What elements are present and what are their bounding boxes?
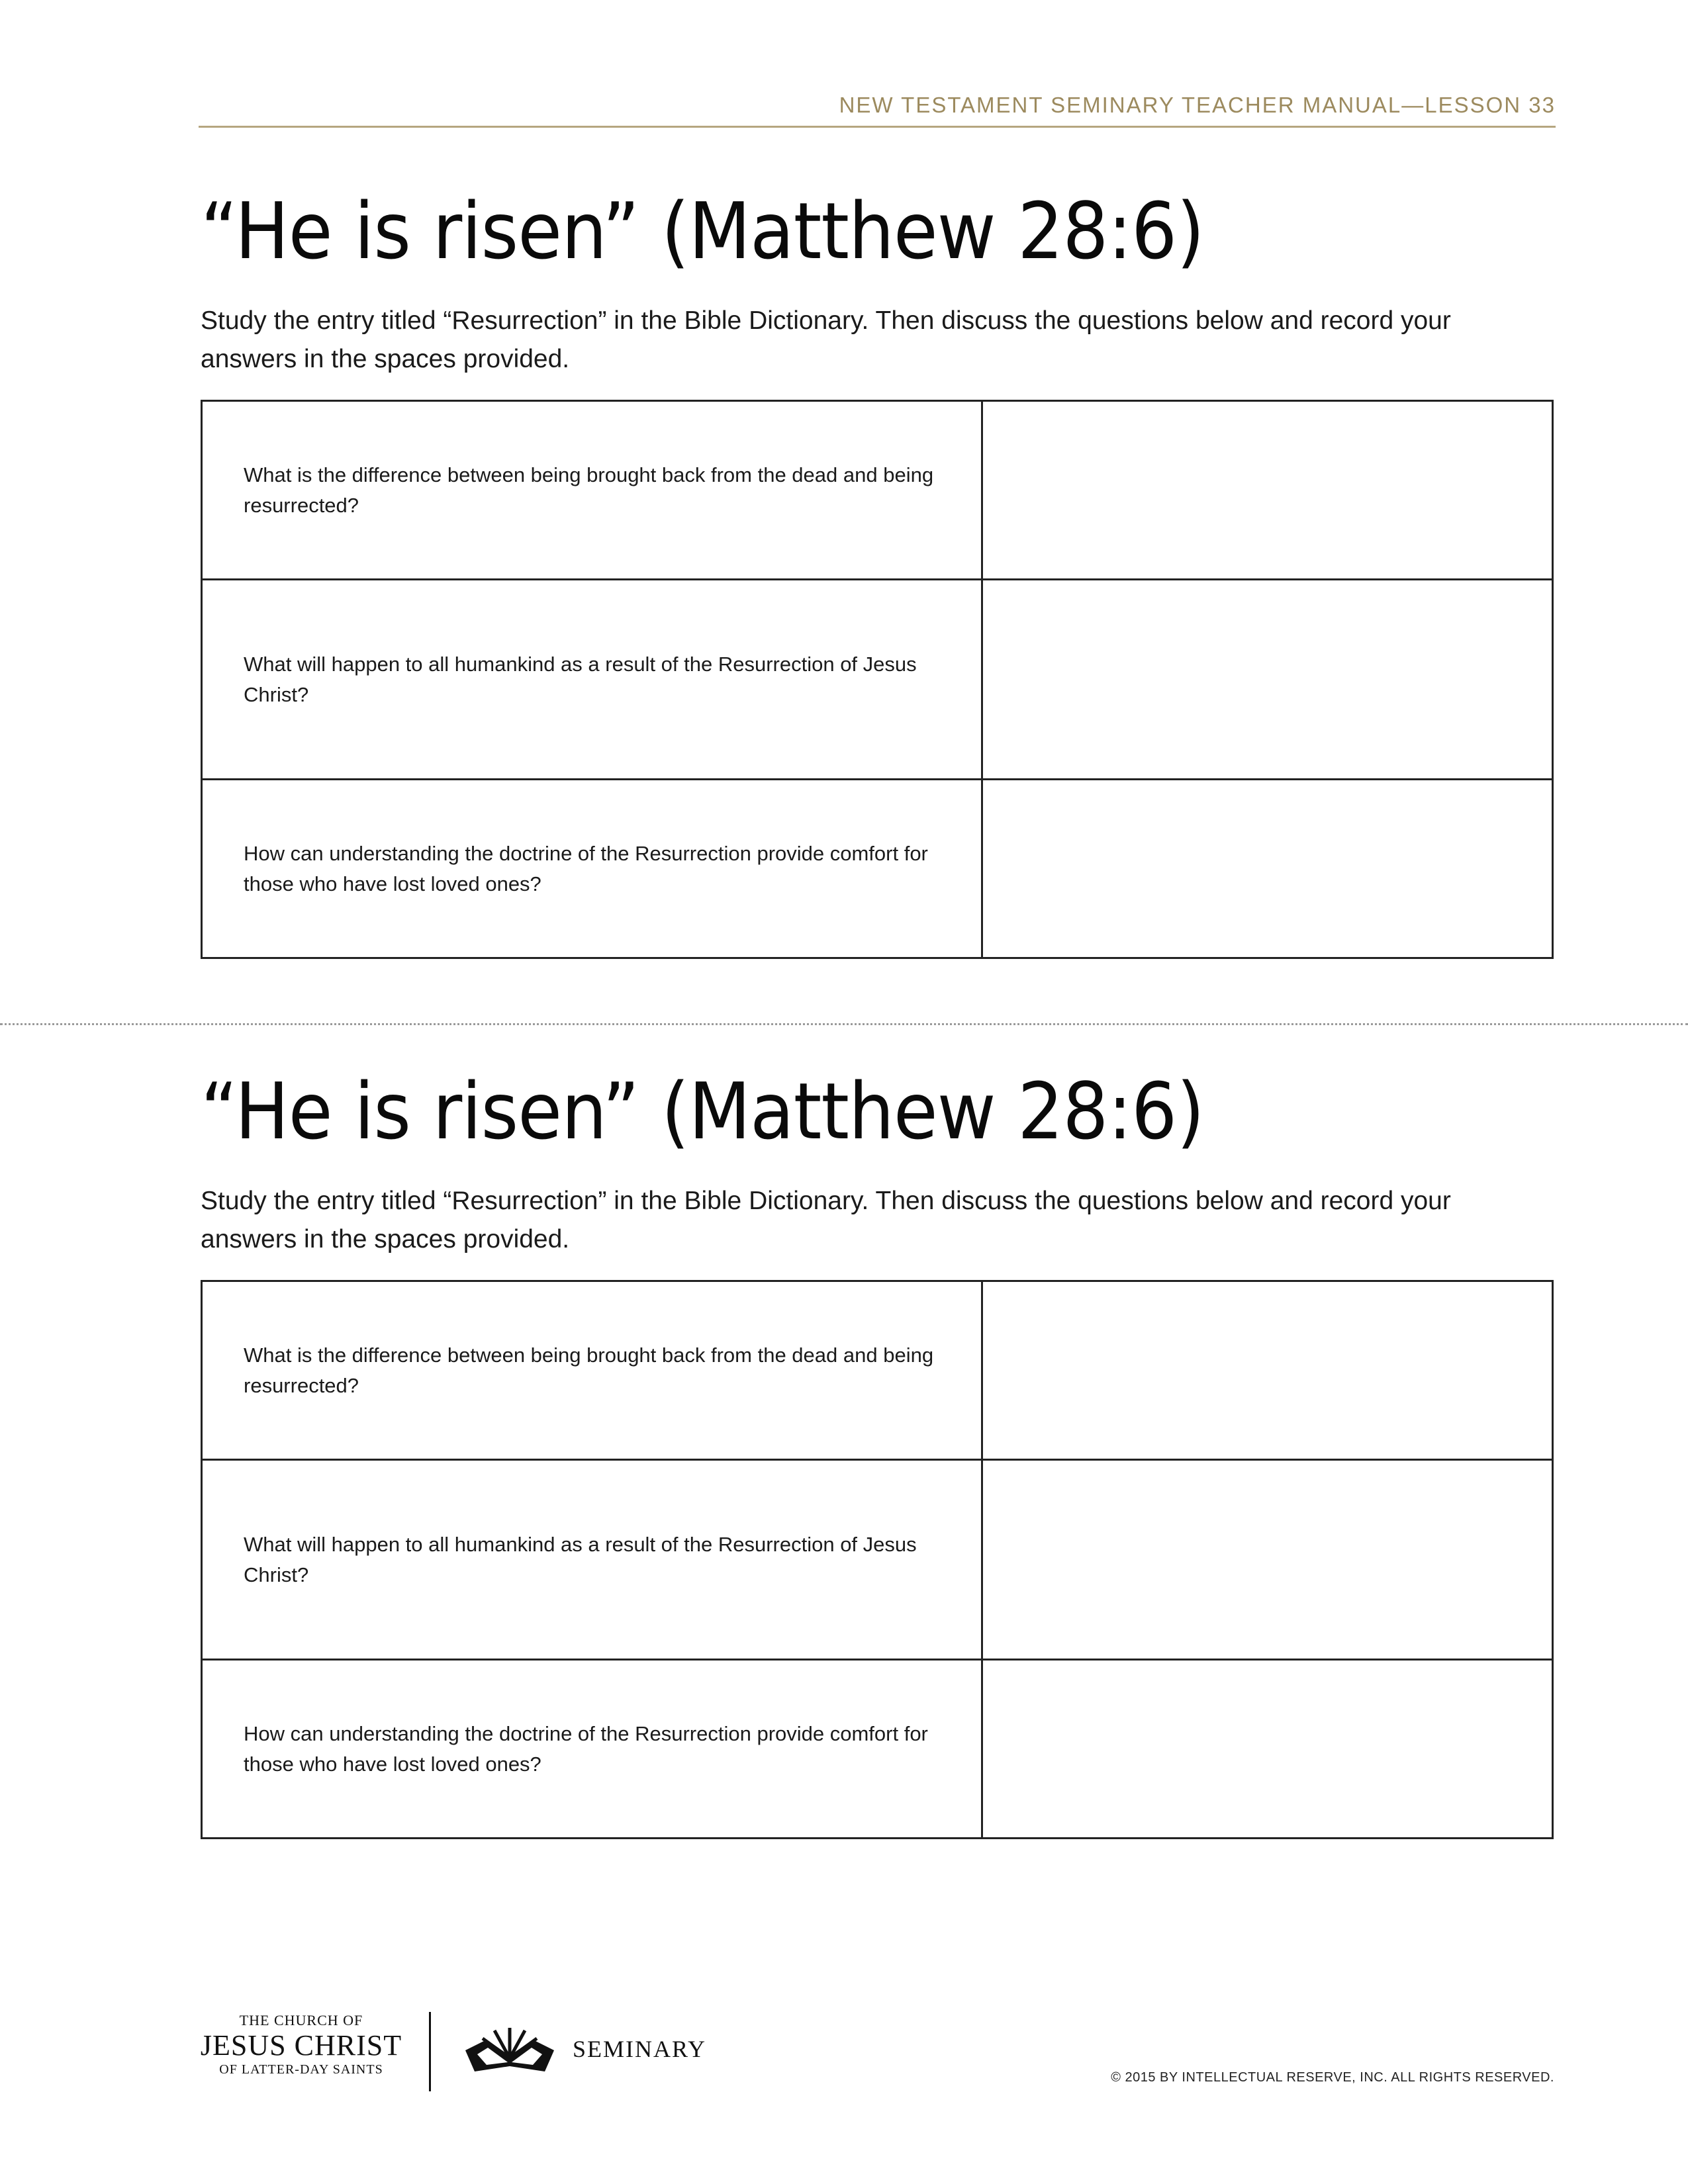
- answer-cell[interactable]: [982, 1281, 1552, 1460]
- church-logo-line1: THE CHURCH OF: [239, 2012, 363, 2028]
- handout-2: [201, 1066, 1554, 1839]
- answer-cell[interactable]: [982, 580, 1552, 780]
- answer-cell[interactable]: [982, 401, 1552, 580]
- table-row: [202, 1660, 1553, 1839]
- question-cell: What will happen to all humankind as a result of the Resurrection of Jesus Christ?: [202, 1460, 982, 1660]
- church-logo-line2: JESUS CHRIST: [200, 2029, 402, 2062]
- table-row: [202, 1460, 1553, 1660]
- table-row: [202, 401, 1553, 580]
- question-cell: What is the difference between being brought back from the dead and being resurrected?: [202, 1281, 982, 1460]
- church-logo-line3: OF LATTER-DAY SAINTS: [219, 2062, 383, 2077]
- question-table: [201, 1280, 1554, 1839]
- running-header: NEW TESTAMENT SEMINARY TEACHER MANUAL—LESSON 33: [199, 93, 1556, 128]
- question-cell: What will happen to all humankind as a result of the Resurrection of Jesus Christ?: [202, 580, 982, 780]
- table-row: [202, 1281, 1553, 1460]
- open-book-sunburst-icon: [460, 2024, 559, 2080]
- table-row: [202, 780, 1553, 958]
- footer-divider: [429, 2012, 431, 2091]
- handout-title: “He is risen” (Matthew 28:6): [201, 1066, 1204, 1157]
- handout-title: “He is risen” (Matthew 28:6): [201, 185, 1204, 277]
- answer-cell[interactable]: [982, 1460, 1552, 1660]
- handout-instructions: Study the entry titled “Resurrection” in the Bible Dictionary. Then discuss the questions below and record your answers in the spaces provided.: [201, 1187, 1451, 1253]
- table-row: [202, 580, 1553, 780]
- question-table: [201, 400, 1554, 959]
- cut-line-divider: [0, 1023, 1688, 1025]
- handout-instructions: Study the entry titled “Resurrection” in the Bible Dictionary. Then discuss the questions below and record your answers in the spaces provided.: [201, 306, 1451, 373]
- answer-cell[interactable]: [982, 1660, 1552, 1839]
- seminary-label: SEMINARY: [573, 2036, 707, 2062]
- question-cell: How can understanding the doctrine of the Resurrection provide comfort for those who have lost loved ones?: [202, 1660, 982, 1839]
- answer-cell[interactable]: [982, 780, 1552, 958]
- handout-1: [201, 185, 1554, 959]
- church-logo: [195, 2012, 407, 2077]
- copyright-notice: © 2015 BY INTELLECTUAL RESERVE, INC. ALL RIGHTS RESERVED.: [1111, 2070, 1554, 2085]
- question-cell: What is the difference between being brought back from the dead and being resurrected?: [202, 401, 982, 580]
- question-cell: How can understanding the doctrine of the Resurrection provide comfort for those who have lost loved ones?: [202, 780, 982, 958]
